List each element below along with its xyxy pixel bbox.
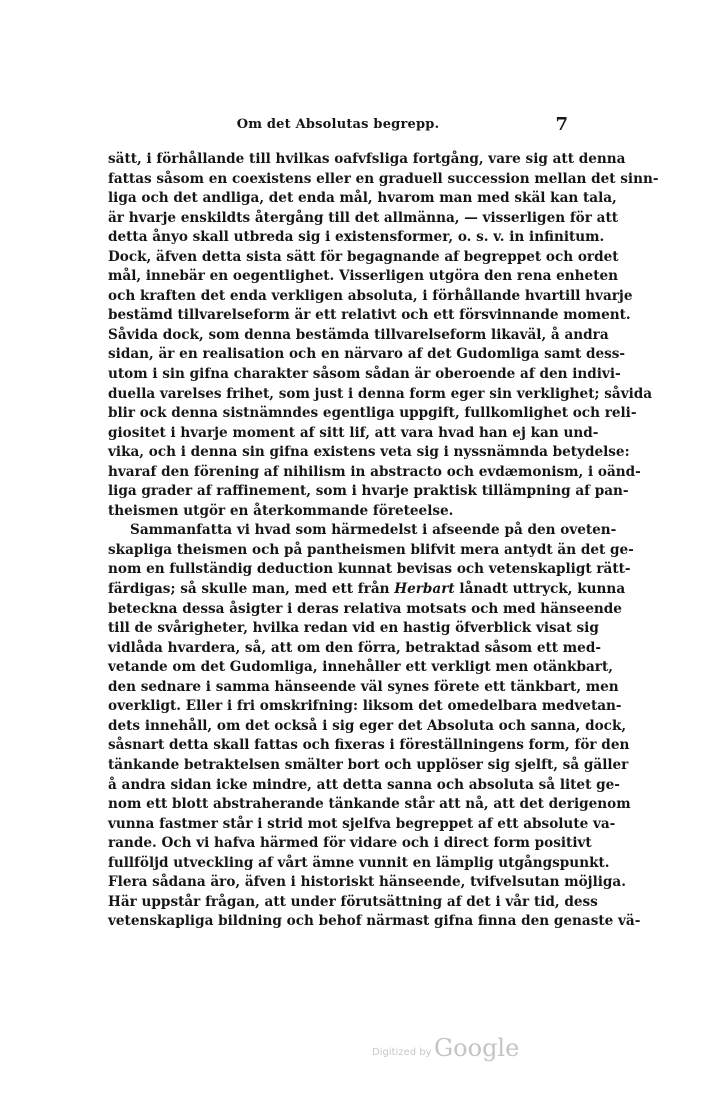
text-line: såsnart detta skall fattas och fixeras i föreställningens form, för den — [108, 737, 630, 754]
text-line: hvaraf den förening af nihilism in abstracto och evdæmonism, i oänd- — [108, 463, 641, 480]
text-line: nom en fullständig deduction kunnat bevisas och vetenskapligt rätt- — [108, 561, 631, 578]
text-line: detta ånyo skall utbreda sig i existensformer, o. s. v. in infinitum. — [108, 229, 605, 246]
text-line: å andra sidan icke mindre, att detta sanna och absoluta så litet ge- — [108, 776, 620, 793]
text-line: till de svårigheter, hvilka redan vid en hastig öfverblick visat sig — [108, 620, 599, 637]
text-line: dets innehåll, om det också i sig eger det Absoluta och sanna, dock, — [108, 717, 627, 734]
text-line: Dock, äfven detta sista sätt för begagnande af begreppet och ordet — [108, 248, 619, 265]
text-line: vunna fastmer står i strid mot sjelfva begreppet af ett absolute va- — [108, 815, 616, 832]
text-line: beteckna dessa åsigter i deras relativa motsats och med hänseende — [108, 600, 622, 617]
text-line: tänkande betraktelsen smälter bort och upplöser sig sjelft, så gäller — [108, 756, 629, 773]
digitized-by-google-watermark — [372, 1036, 522, 1066]
text-line: theismen utgör en återkommande företeelse. — [108, 502, 454, 519]
page-header — [108, 114, 568, 139]
text-line: giositet i hvarje moment af sitt lif, att vara hvad han ej kan und- — [108, 424, 599, 441]
text-line: liga grader af raffinement, som i hvarje praktisk tillämpning af pan- — [108, 483, 629, 500]
text-line: den sednare i samma hänseende väl synes förete ett tänkbart, men — [108, 678, 619, 695]
digitized-by-label: Digitized by — [372, 1047, 432, 1058]
text-line: sidan, är en realisation och en närvaro af det Gudomliga samt dess- — [108, 346, 626, 363]
text-segment: färdigas; så skulle man, med ett från — [108, 581, 390, 598]
text-line: liga och det andliga, det enda mål, hvarom man med skäl kan tala, — [108, 190, 617, 207]
running-title: Om det Absolutas begrepp. — [236, 117, 440, 132]
text-line: fullföljd utveckling af vårt ämne vunnit en lämplig utgångspunkt. — [108, 854, 610, 871]
text-line: blir ock denna sistnämndes egentliga uppgift, fullkomlighet och reli- — [108, 405, 637, 422]
text-line: Sammanfatta vi hvad som härmedelst i afseende på den oveten- — [130, 522, 617, 539]
text-line: sätt, i förhållande till hvilkas oafvfsliga fortgång, vare sig att denna — [108, 151, 626, 167]
text-line: vika, och i denna sin gifna existens veta sig i nyssnämnda betydelse: — [108, 444, 630, 461]
text-line: utom i sin gifna charakter såsom sådan är oberoende af den indivi- — [108, 366, 621, 383]
text-line: och kraften det enda verkligen absoluta, i förhållande hvartill hvarje — [108, 287, 633, 304]
google-logo: Google — [434, 1034, 520, 1062]
page-number: 7 — [555, 114, 568, 135]
page-body — [108, 150, 659, 932]
text-line: Flera sådana äro, äfven i historiskt hänseende, tvifvelsutan möjliga. — [108, 874, 626, 891]
text-line: Såvida dock, som denna bestämda tillvarelseform likaväl, å andra — [108, 326, 609, 343]
text-line: mål, innebär en oegentlighet. Visserligen utgöra den rena enheten — [108, 268, 619, 285]
text-line: bestämd tillvarelseform är ett relativt och ett försvinnande moment. — [108, 307, 631, 324]
text-line: skapliga theismen och på pantheismen blifvit mera antydt än det ge- — [108, 541, 634, 558]
text-line: vetande om det Gudomliga, innehåller ett verkligt men otänkbart, — [108, 659, 613, 676]
text-line: rande. Och vi hafva härmed för vidare och i direct form positivt — [108, 835, 592, 852]
text-segment: lånadt uttryck, kunna — [459, 581, 626, 598]
text-line: Här uppstår frågan, att under förutsättning af det i vår tid, dess — [108, 893, 598, 910]
text-line: vidlåda hvardera, så, att om den förra, betraktad såsom ett med- — [108, 639, 601, 656]
text-line: vetenskapliga bildning och behof närmast gifna finna den genaste vä- — [108, 913, 641, 930]
italic-name-herbart: Herbart — [394, 581, 455, 598]
text-line: overkligt. Eller i fri omskrifning: liksom det omedelbara medvetan- — [108, 698, 622, 715]
text-line: är hvarje enskildts återgång till det allmänna, — visserligen för att — [108, 209, 619, 226]
text-line: nom ett blott abstraherande tänkande står att nå, att det derigenom — [108, 796, 631, 813]
text-line: duella varelses frihet, som just i denna form eger sin verklighet; såvida — [108, 385, 653, 402]
text-line-with-italic — [108, 580, 626, 600]
text-line: fattas såsom en coexistens eller en graduell succession mellan det sinn- — [108, 170, 659, 187]
